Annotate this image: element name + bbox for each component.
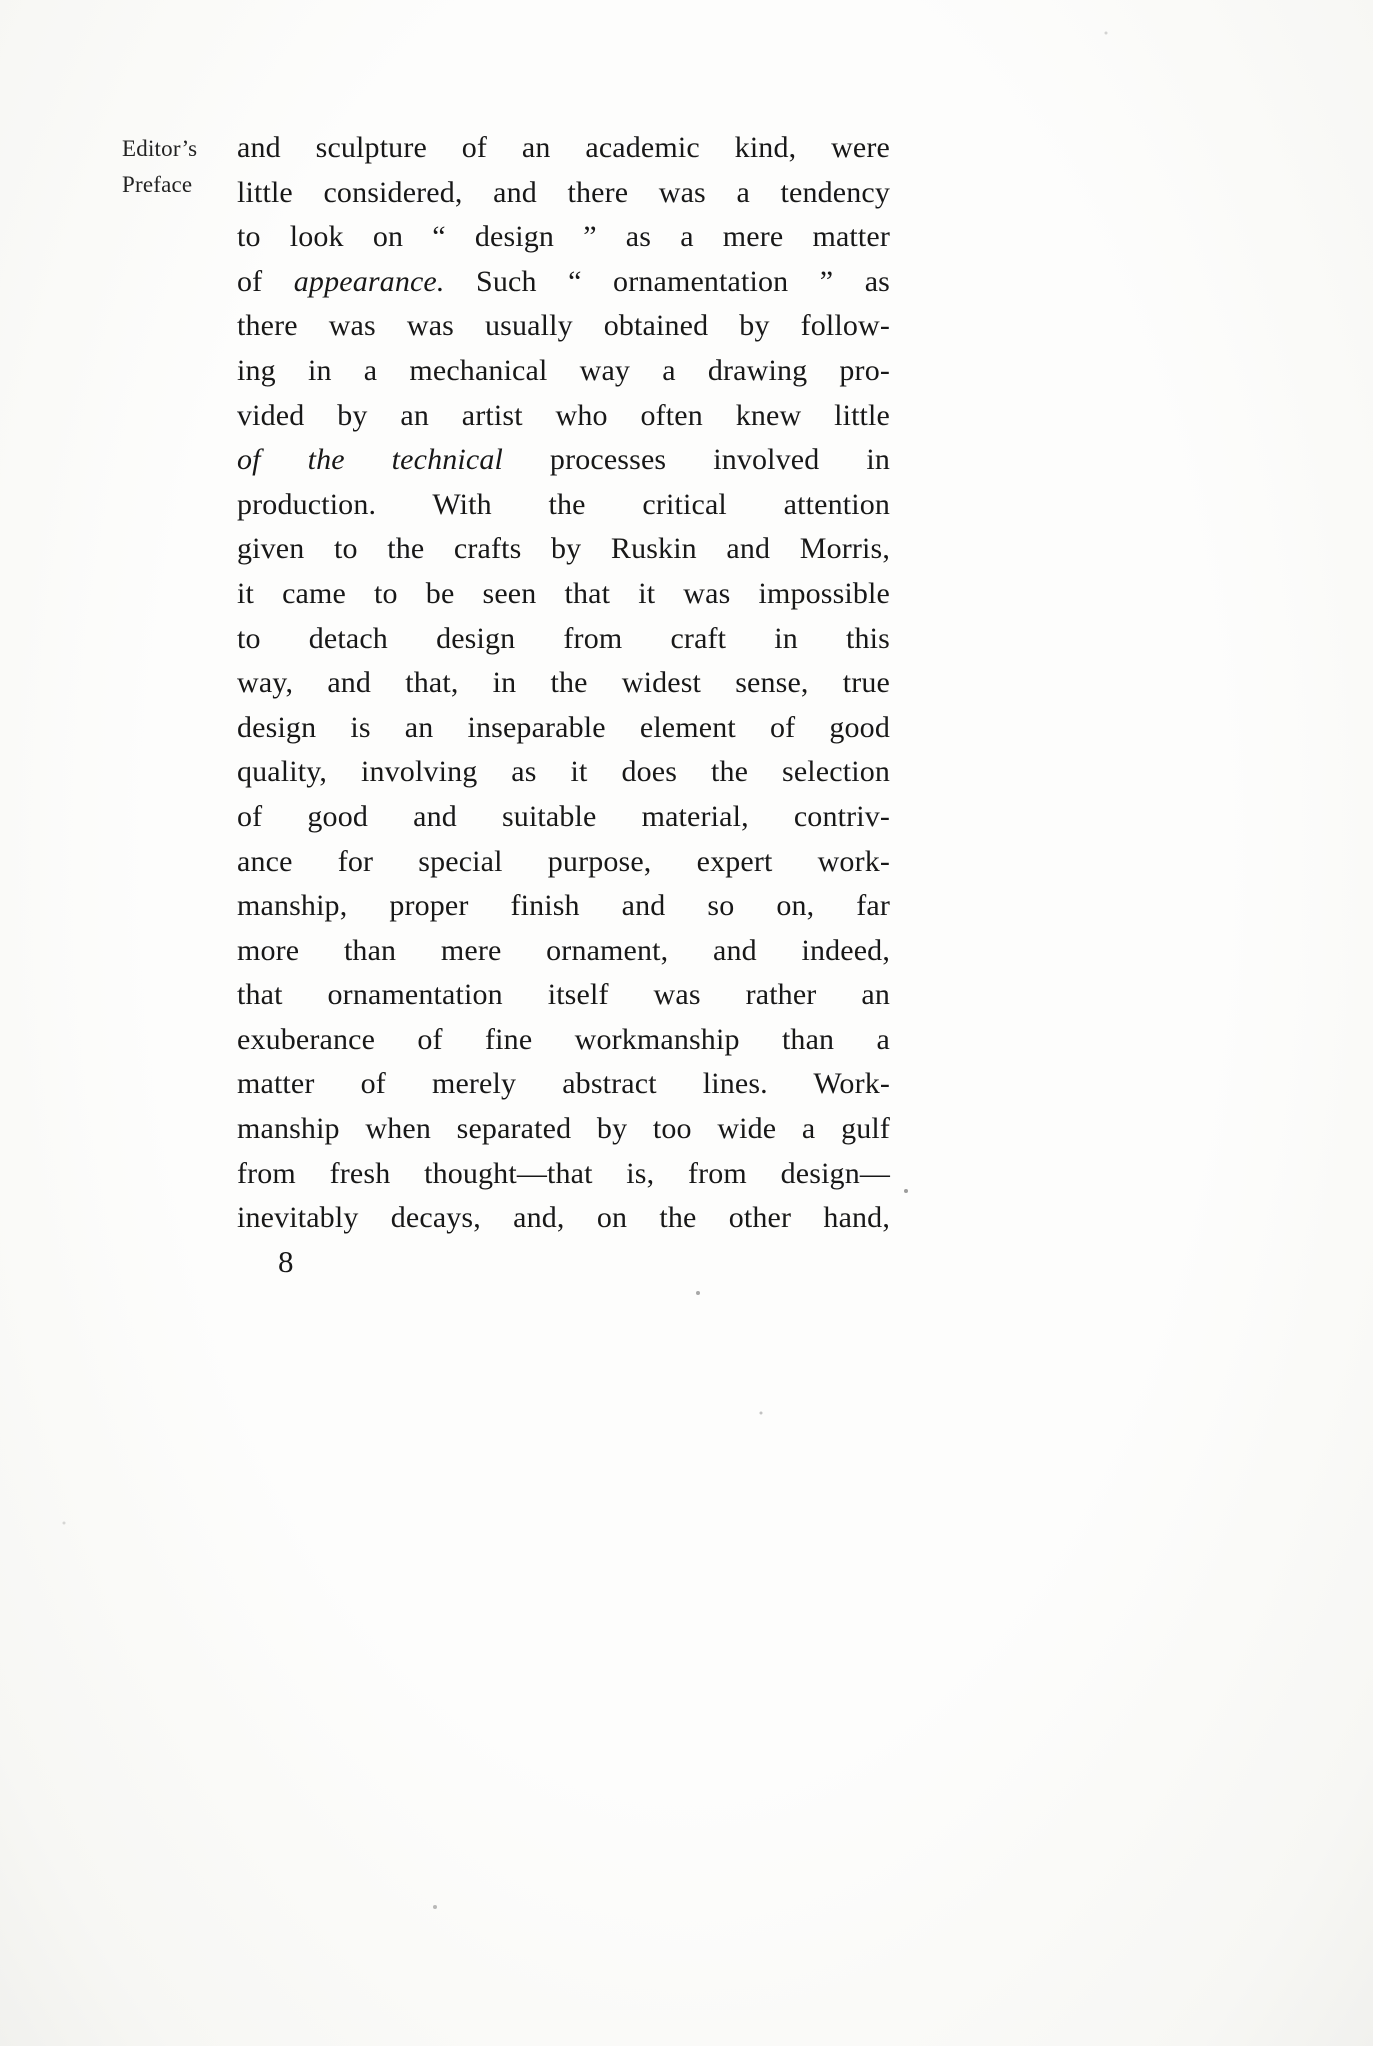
text-line <box>237 394 890 439</box>
text-segment: it came to be seen that it was impossible <box>237 576 890 610</box>
text-line <box>237 349 890 394</box>
text-line <box>237 1018 890 1063</box>
text-line <box>237 215 890 260</box>
text-line <box>237 884 890 929</box>
text-line <box>237 750 890 795</box>
text-segment: manship when separated by too wide a gulf <box>237 1112 890 1146</box>
text-line <box>237 304 890 349</box>
text-segment: manship, proper finish and so on, far <box>237 889 890 923</box>
text-segment: inevitably decays, and, on the other hand, <box>237 1201 890 1235</box>
text-segment: ing in a mechanical way a drawing pro- <box>237 353 890 387</box>
page-number: 8 <box>278 1244 294 1279</box>
text-line <box>237 1152 890 1197</box>
text-segment: given to the crafts by Ruskin and Morris, <box>237 532 890 566</box>
text-segment: ance for special purpose, expert work- <box>237 844 890 878</box>
text-segment: there was was usually obtained by follow- <box>237 309 890 343</box>
margin-note-line1: Editor’s <box>122 136 198 161</box>
text-segment: way, and that, in the widest sense, true <box>237 666 890 700</box>
text-segment: more than mere ornament, and indeed, <box>237 933 890 967</box>
text-segment: Such “ ornamentation ” as <box>444 264 890 298</box>
text-line <box>237 617 890 662</box>
text-line <box>237 260 890 305</box>
text-segment: that ornamentation itself was rather an <box>237 978 890 1012</box>
text-line <box>237 795 890 840</box>
italic-text-segment: of the technical <box>237 443 503 477</box>
italic-text-segment: appearance. <box>293 264 445 298</box>
body-text <box>237 126 890 1241</box>
text-segment: to look on “ design ” as a mere matter <box>237 220 890 254</box>
scan-artifacts <box>0 0 2 2</box>
text-segment: and sculpture of an academic kind, were <box>237 131 890 164</box>
text-segment: of <box>237 264 294 298</box>
text-segment: design is an inseparable element of good <box>237 710 890 744</box>
text-segment: exuberance of fine workmanship than a <box>237 1022 890 1056</box>
text-line <box>237 840 890 885</box>
text-line <box>237 973 890 1018</box>
text-line <box>237 483 890 528</box>
margin-note-line2: Preface <box>122 172 193 197</box>
text-line <box>237 572 890 617</box>
text-line <box>237 171 890 216</box>
text-segment: little considered, and there was a tendency <box>237 175 890 209</box>
text-line <box>237 438 890 483</box>
text-segment: processes involved in <box>502 443 890 477</box>
text-segment: quality, involving as it does the selection <box>237 755 890 789</box>
text-segment: matter of merely abstract lines. Work- <box>237 1067 890 1101</box>
text-segment: of good and suitable material, contriv- <box>237 799 890 833</box>
text-line <box>237 1107 890 1152</box>
text-line <box>237 126 890 171</box>
text-line <box>237 929 890 974</box>
text-line <box>237 661 890 706</box>
text-segment: from fresh thought—that is, from design— <box>237 1156 890 1190</box>
text-line <box>237 1196 890 1241</box>
text-segment: vided by an artist who often knew little <box>237 398 890 432</box>
text-line <box>237 706 890 751</box>
margin-note <box>122 131 197 203</box>
text-segment: to detach design from craft in this <box>237 621 890 655</box>
text-segment: production. With the critical attention <box>237 487 890 521</box>
text-line <box>237 1062 890 1107</box>
text-line <box>237 527 890 572</box>
